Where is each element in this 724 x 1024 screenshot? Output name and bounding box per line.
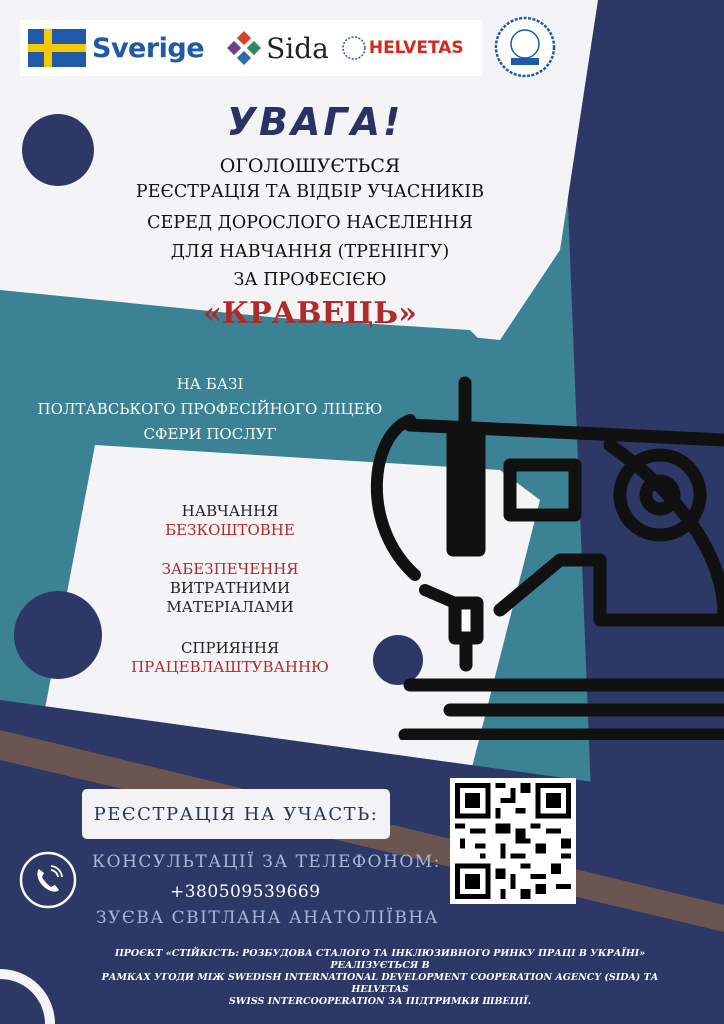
partner-logo-bar (20, 20, 482, 76)
announce-line-3: СЕРЕД ДОРОСЛОГО НАСЕЛЕННЯ (147, 213, 473, 233)
announce-line-1: ОГОЛОШУЄТЬСЯ (219, 155, 401, 177)
qr-code-icon[interactable] (450, 778, 576, 904)
contact-person: ЗУЄВА СВІТЛАНА АНАТОЛІЇВНА (96, 908, 440, 928)
consult-label: КОНСУЛЬТАЦІЇ ЗА ТЕЛЕФОНОМ: (92, 852, 441, 872)
benefit-3-line-2: ПРАЦЕВЛАШТУВАННЮ (131, 658, 329, 676)
announce-line-4: ДЛЯ НАВЧАННЯ (ТРЕНІНГУ) (170, 242, 450, 262)
footer-line-1: ПРОЄКТ «СТІЙКІСТЬ: РОЗБУДОВА СТАЛОГО ТА ІНКЛЮЗИВНОГО РИНКУ ПРАЦІ В УКРАЇНІ» РЕАЛІЗУЄТЬСЯ В (114, 948, 646, 971)
sida-logo-icon (226, 30, 262, 66)
benefit-free-training (130, 502, 330, 540)
sewing-machine-icon (360, 375, 724, 740)
benefit-3-line-1: СПРИЯННЯ (180, 639, 280, 657)
footer-line-2: РАМКАХ УГОДИ МІЖ SWEDISH INTERNATIONAL DEVELOPMENT COOPERATION AGENCY (SIDA) ТА HELVETAS (101, 972, 659, 995)
benefit-1-line-1: НАВЧАННЯ (181, 502, 279, 520)
sweden-flag-icon (28, 29, 86, 67)
registration-label-box (82, 789, 390, 839)
helvetas-logo-text: HELVETAS (368, 38, 464, 58)
registration-label: РЕЄСТРАЦІЯ НА УЧАСТЬ: (93, 803, 379, 825)
sweden-logo-text: Sverige (92, 32, 205, 64)
project-footer-note (90, 948, 670, 1008)
school-emblem-icon (494, 16, 556, 78)
benefit-materials (130, 560, 330, 617)
benefit-2-line-2: ВИТРАТНИМИ (169, 579, 291, 597)
location-line-3: СФЕРИ ПОСЛУГ (143, 425, 277, 443)
phone-number[interactable]: +380509539669 (170, 882, 321, 902)
phone-icon (18, 850, 78, 910)
sida-logo-text: Sida (266, 31, 329, 65)
helvetas-globe-icon (341, 33, 367, 63)
location-line-2: ПОЛТАВСЬКОГО ПРОФЕСІЙНОГО ЛІЦЕЮ (37, 400, 383, 418)
attention-title: УВАГА! (226, 100, 404, 144)
footer-line-3: SWISS INTERCOOPERATION ЗА ПІДТРИМКИ ШВЕЦІЇ. (228, 996, 532, 1007)
benefit-2-line-3: МАТЕРІАЛАМИ (166, 598, 294, 616)
location-block (10, 372, 410, 447)
announce-line-5: ЗА ПРОФЕСІЄЮ (233, 270, 387, 290)
location-line-1: НА БАЗІ (176, 375, 244, 393)
benefit-2-line-1: ЗАБЕЗПЕЧЕННЯ (161, 560, 299, 578)
benefit-employment (100, 639, 360, 677)
announce-line-2: РЕЄСТРАЦІЯ ТА ВІДБІР УЧАСНИКІВ (135, 182, 485, 202)
profession-title: «КРАВЕЦЬ» (203, 296, 417, 331)
benefit-1-line-2: БЕЗКОШТОВНЕ (165, 521, 295, 539)
